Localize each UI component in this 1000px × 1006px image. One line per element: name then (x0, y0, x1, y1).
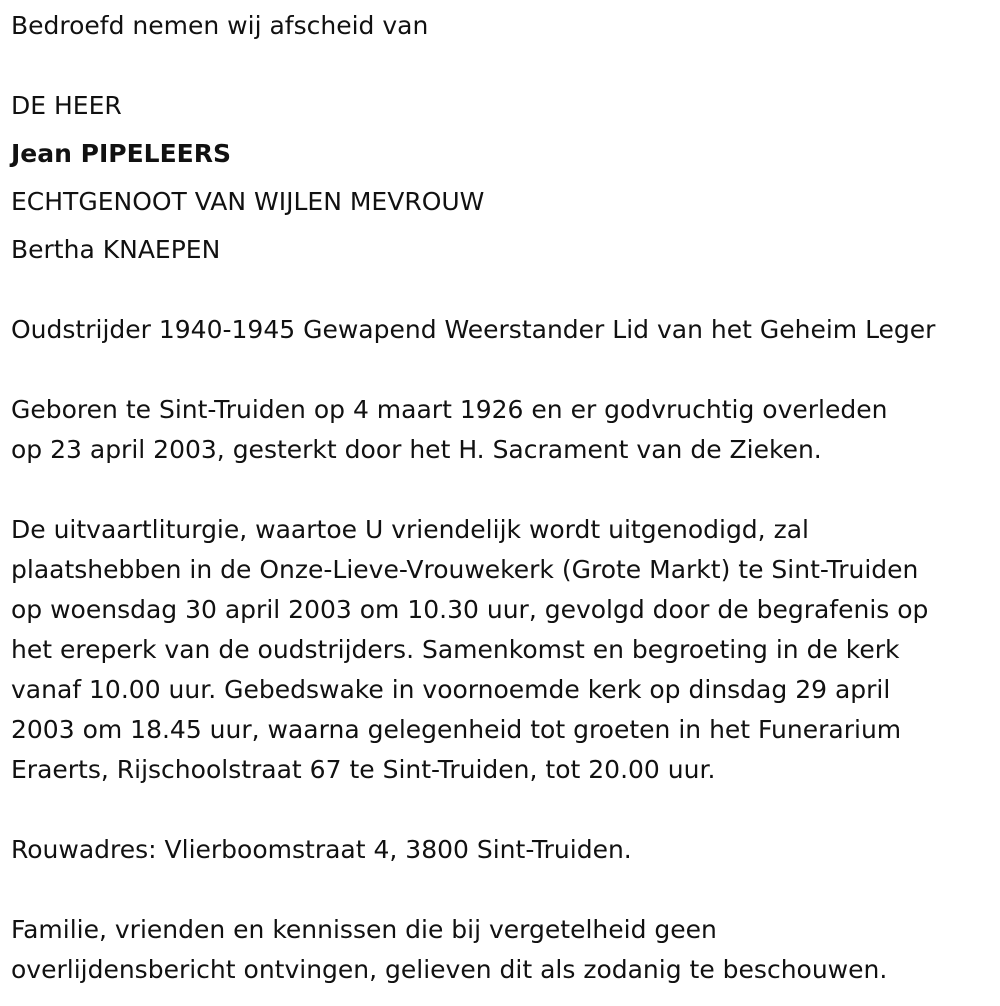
closing-line: Familie, vrienden en kennissen die bij vergetelheid geen (11, 915, 717, 944)
intro-line: Bedroefd nemen wij afscheid van (11, 11, 429, 40)
birth-death-line: Geboren te Sint-Truiden op 4 maart 1926 en er godvruchtig overleden (11, 395, 888, 424)
funeral-line: Eraerts, Rijschoolstraat 67 te Sint-Truiden, tot 20.00 uur. (11, 755, 716, 784)
deceased-name: Jean PIPELEERS (11, 139, 231, 168)
funeral-line: het ereperk van de oudstrijders. Samenkomst en begroeting in de kerk (11, 635, 900, 664)
spouse-name: Bertha KNAEPEN (11, 235, 221, 264)
address-line: Rouwadres: Vlierboomstraat 4, 3800 Sint-Truiden. (11, 835, 632, 864)
funeral-line: 2003 om 18.45 uur, waarna gelegenheid tot groeten in het Funerarium (11, 715, 902, 744)
birth-death-line: op 23 april 2003, gesterkt door het H. Sacrament van de Zieken. (11, 435, 822, 464)
closing-line: overlijdensbericht ontvingen, gelieven dit als zodanig te beschouwen. (11, 955, 888, 984)
veteran-line: Oudstrijder 1940-1945 Gewapend Weerstander Lid van het Geheim Leger (11, 315, 936, 344)
funeral-line: plaatshebben in de Onze-Lieve-Vrouwekerk (Grote Markt) te Sint-Truiden (11, 555, 919, 584)
funeral-line: vanaf 10.00 uur. Gebedswake in voornoemde kerk op dinsdag 29 april (11, 675, 891, 704)
funeral-line: De uitvaartliturgie, waartoe U vriendelijk wordt uitgenodigd, zal (11, 515, 809, 544)
funeral-line: op woensdag 30 april 2003 om 10.30 uur, gevolgd door de begrafenis op (11, 595, 929, 624)
relation-line: ECHTGENOOT VAN WIJLEN MEVROUW (11, 187, 485, 216)
honorific: DE HEER (11, 91, 122, 120)
